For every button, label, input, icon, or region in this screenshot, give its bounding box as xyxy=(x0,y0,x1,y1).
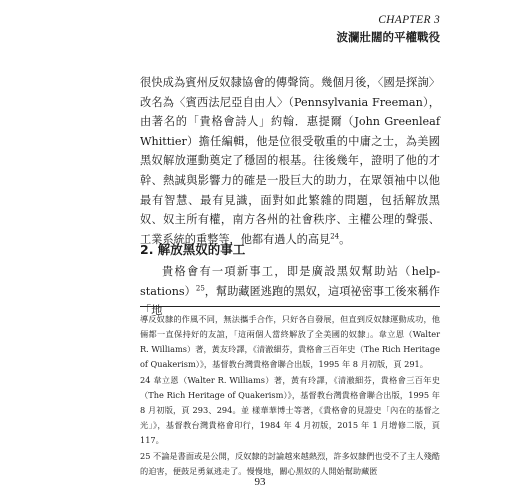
paragraph-text: 很快成為賓州反奴隸協會的傳聲筒。幾個月後，〈國是探詢〉改名為〈賓西法尼亞自由人〉（Pennsylvania Freeman），由著名的「貴格會詩人」約翰．惠提爾（John Greenleaf Whittier）擔任編輯，他是位很受敬重的中庸之士，為美國黑奴解放運動奠定了穩固的根基。往後幾年，證明了他的才幹、熱誠與影響力的確是一股巨大的助力，在眾領袖中以他最有智慧、最有見識，面對如此繁雜的問題，包括解放黑奴、奴主所有權，南方各州的社會秩序、主權公理的聲張、工業系統的重整等，他都有過人的高見 xyxy=(140,76,440,246)
footnote-ref[interactable]: 24 xyxy=(330,232,340,241)
footnote-ref[interactable]: 25 xyxy=(195,283,205,292)
footnotes xyxy=(140,312,440,480)
paragraph-text: 貴格會有一項新事工，即是廣設黑奴幫助站（help-stations） xyxy=(140,265,440,298)
paragraph-text: ，幫助藏匿逃跑的黑奴，這項祕密事工後來稱作「地 xyxy=(140,284,440,318)
paragraph: 很快成為賓州反奴隸協會的傳聲筒。幾個月後，〈國是探詢〉改名為〈賓西法尼亞自由人〉（Pennsylvania Freeman），由著名的「貴格會詩人」約翰．惠提爾（John Greenleaf Whittier）擔任編輯，他是位很受敬重的中庸之士，為美國黑奴解放運動奠定了穩固的根基。往後幾年，證明了他的才幹、熱誠與影響力的確是一股巨大的助力，在眾領袖中以他最有智慧、最有見識，面對如此繁雜的問題，包括解放黑奴、奴主所有權，南方各州的社會秩序、主權公理的聲張、工業系統的重整等，他都有過人的高見$^{24}$。 xyxy=(140,76,440,246)
footnote: 25 不論是書面或是公開，反奴隸的討論越來越熱烈，許多奴隸們也受不了主人殘酷的迫害，便鼓足勇氣逃走了。慢慢地，關心黑奴的人開始幫助藏匿 xyxy=(140,451,440,476)
page-number: 93 xyxy=(254,476,266,488)
section-heading: 2. 解放黑奴的事工 xyxy=(140,242,246,257)
body-text xyxy=(140,73,440,249)
footnote-divider xyxy=(140,306,440,307)
footnote: 24 韋立恩（Walter R. Williams）著，黃有玲譯，《清澈細芬，貴格會三百年史（The Rich Heritage of Quakerism）》，基督教台灣貴格會聯合出版，1995 年 8 月初版，頁 293、294。並 樣華華博士等著，《貴格會的見證史「內在的基督之光」》，基督教台灣貴格會印行，1984 年 4 月初版，2015 年 1 月增修二版，頁 117。 xyxy=(140,375,440,445)
running-header-title: 波瀾壯闊的平權戰役 xyxy=(336,30,440,44)
footnote: 導反奴隸的作風不同，無法攜手合作，只好各自發展，但直到反奴隸運動成功，他倆都一直保持好的友誼，「這兩個人當終解放了全美國的奴隸」。韋立恩（Walter R. Williams）著，黃友玲譯，《清澈細芬，貴格會三百年史（The Rich Heritage of Quakerism）》，基督教台灣貴格會聯合出版，1995 年 8 月初版，頁 291。 xyxy=(140,314,440,369)
running-header-chapter: CHAPTER 3 xyxy=(378,14,440,26)
